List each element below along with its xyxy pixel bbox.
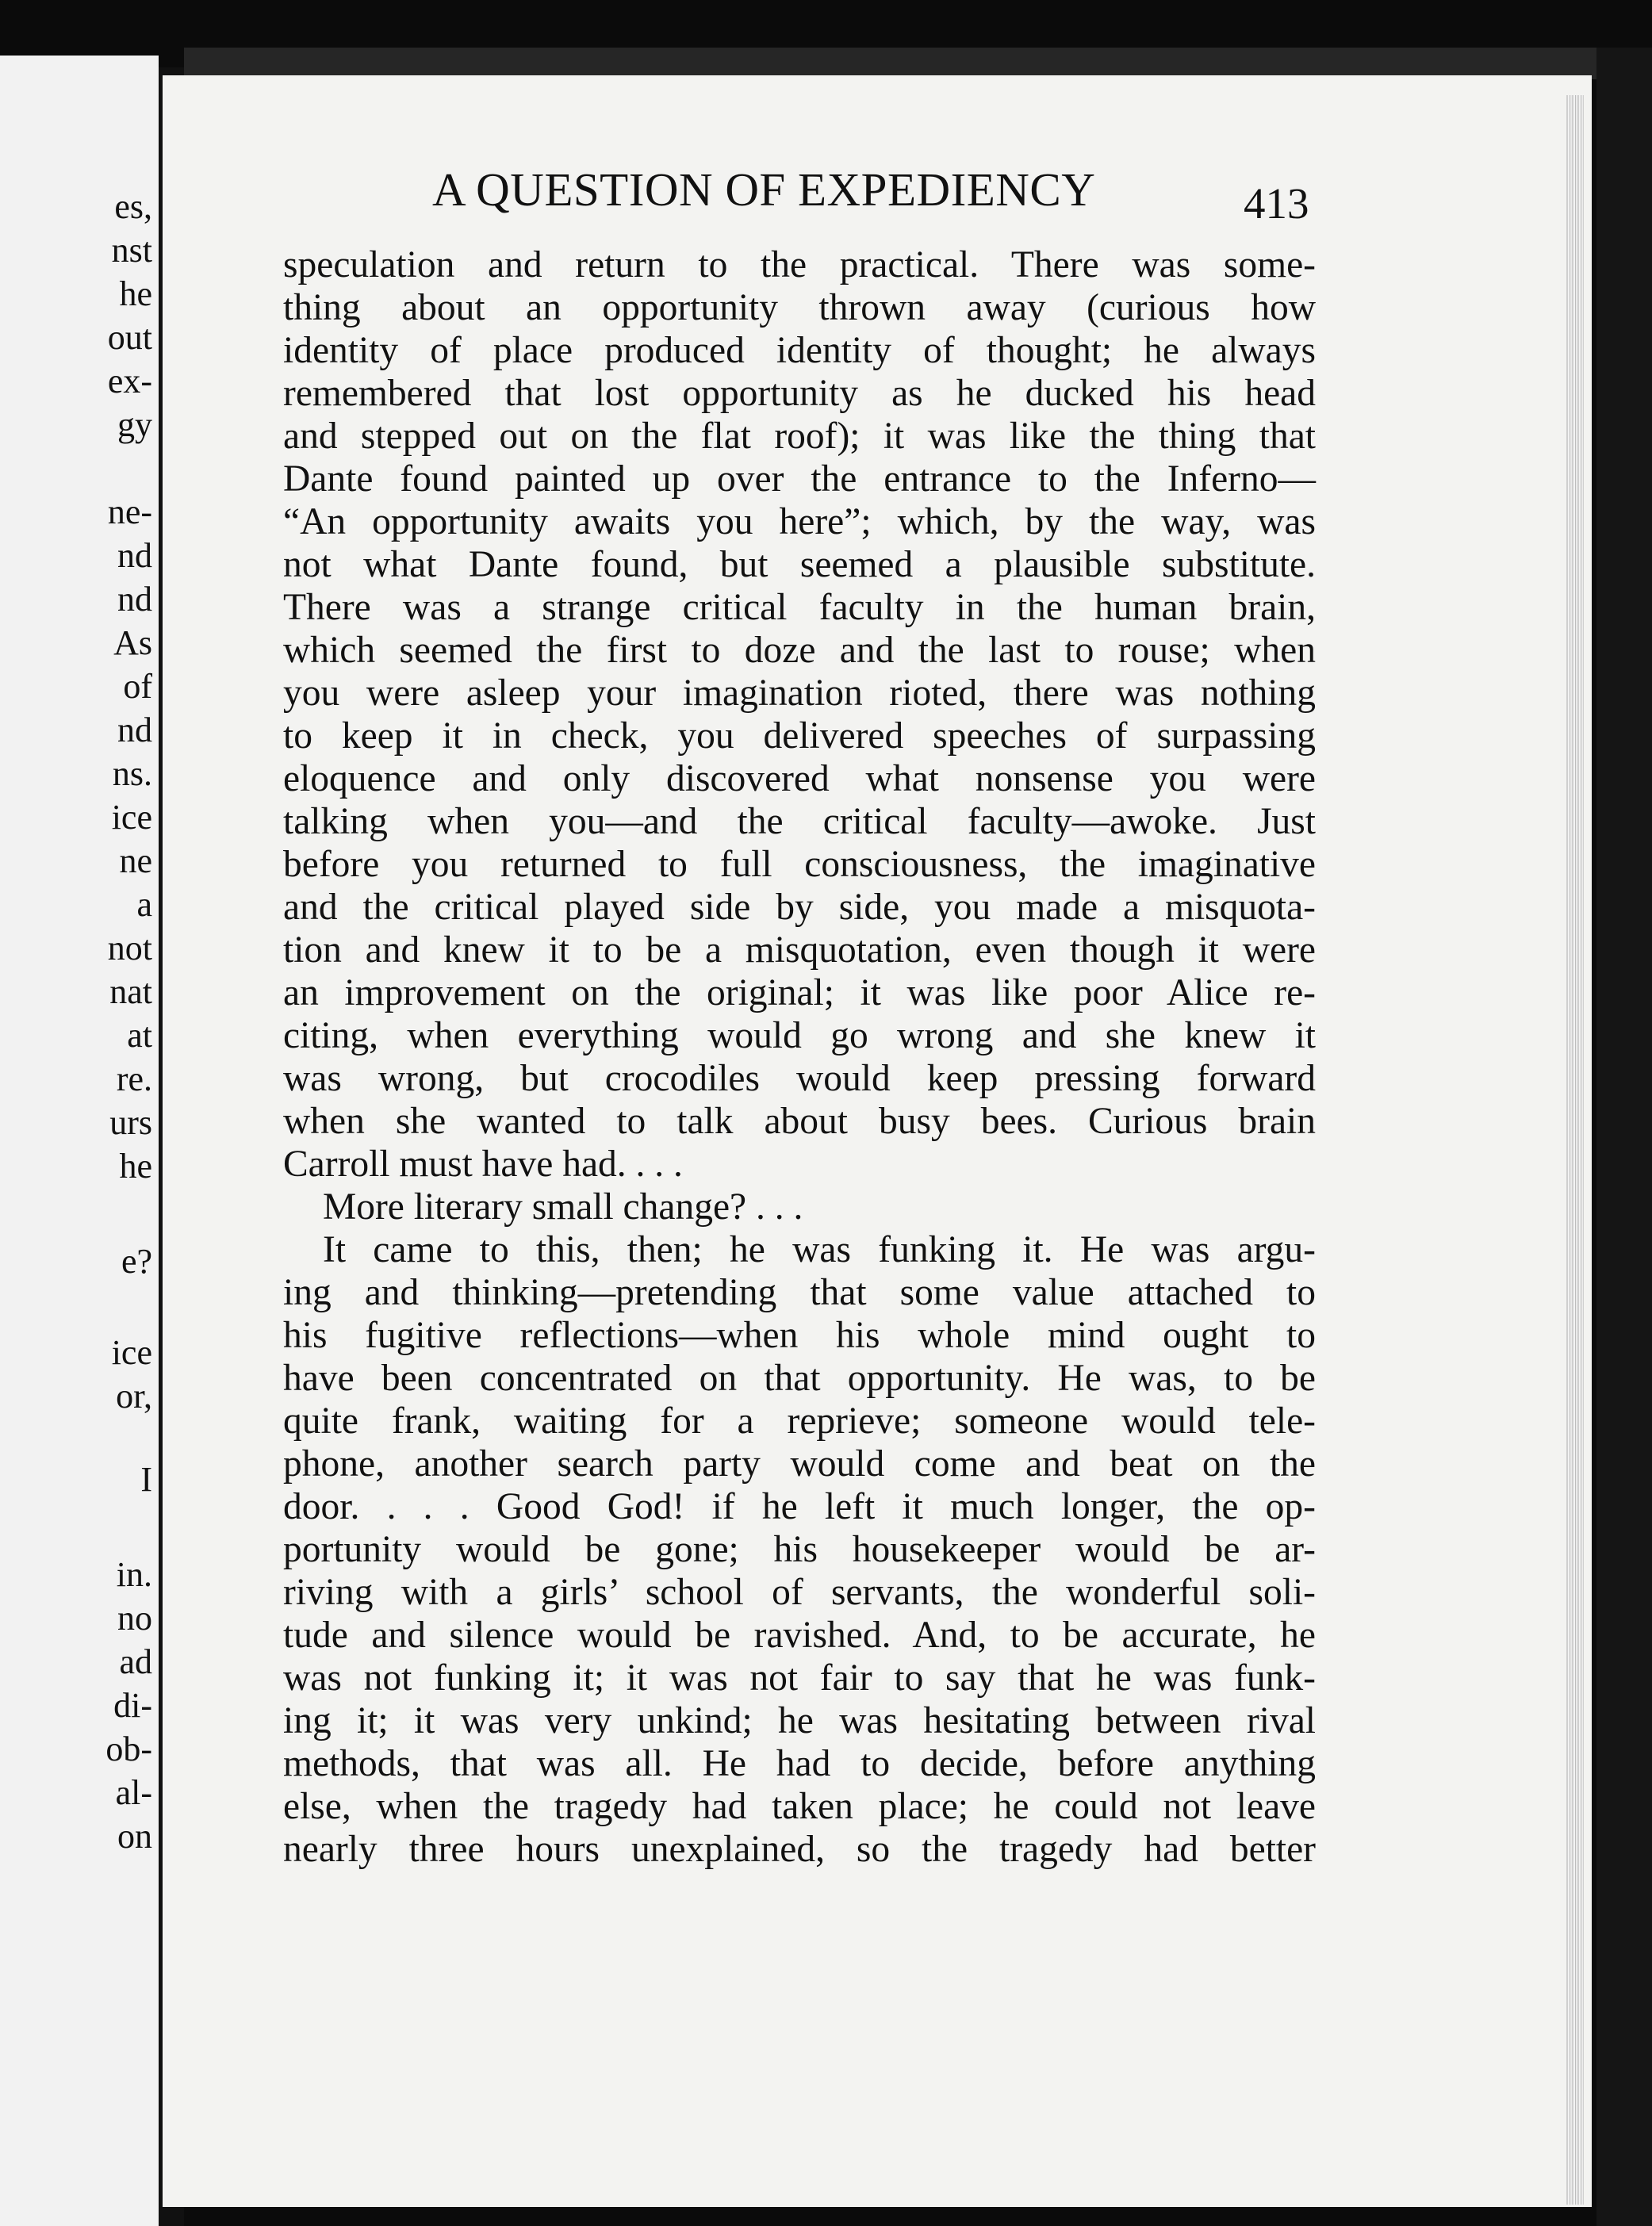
left-page-fragment: not	[107, 929, 152, 967]
text-line: citing, when everything would go wrong and she knew it	[283, 1015, 1316, 1056]
text-line: door. . . . Good God! if he left it much longer, the op-	[283, 1486, 1316, 1527]
text-line: was not funking it; it was not fair to say that he was funk-	[283, 1657, 1316, 1699]
text-line: More literary small change? . . .	[323, 1186, 803, 1228]
text-line: ing it; it was very unkind; he was hesitating between rival	[283, 1700, 1316, 1741]
left-page-fragment: nd	[117, 580, 152, 619]
book-cover-top-edge	[184, 48, 1627, 79]
text-line: which seemed the first to doze and the last to rouse; when	[283, 630, 1316, 671]
left-page-fragment: I	[140, 1460, 152, 1499]
left-page-fragment: es,	[114, 187, 152, 226]
left-page-fragment: ice	[111, 798, 152, 837]
left-page-fragment: re.	[116, 1059, 152, 1098]
text-line: Carroll must have had. . . .	[283, 1144, 683, 1185]
left-page-fragment: on	[117, 1817, 152, 1856]
left-page-fragment: di-	[113, 1686, 152, 1725]
text-line: nearly three hours unexplained, so the tragedy had better	[283, 1829, 1316, 1870]
text-line: eloquence and only discovered what nonsense you were	[283, 758, 1316, 799]
text-line: not what Dante found, but seemed a plausible substitute.	[283, 544, 1316, 585]
text-line: speculation and return to the practical. There was some-	[283, 244, 1316, 285]
page-number: 413	[1244, 179, 1309, 228]
left-page-fragment: gy	[117, 405, 152, 444]
text-line: his fugitive reflections—when his whole mind ought to	[283, 1315, 1316, 1356]
text-line: have been concentrated on that opportunity. He was, to be	[283, 1358, 1316, 1399]
left-page-fragment: nd	[117, 536, 152, 575]
left-page-fragment: e?	[121, 1242, 152, 1281]
text-line: else, when the tragedy had taken place; he could not leave	[283, 1786, 1316, 1827]
left-page-fragment: nd	[117, 711, 152, 749]
text-line: to keep it in check, you delivered speeches of surpassing	[283, 715, 1316, 757]
text-line: It came to this, then; he was funking it. He was argu-	[323, 1229, 1316, 1270]
text-line: tion and knew it to be a misquotation, even though it were	[283, 929, 1316, 971]
left-page-fragment: al-	[115, 1773, 152, 1812]
text-line: phone, another search party would come and beat on the	[283, 1443, 1316, 1485]
text-line: identity of place produced identity of thought; he always	[283, 330, 1316, 371]
running-head: A QUESTION OF EXPEDIENCY	[432, 163, 1096, 216]
text-line: ing and thinking—pretending that some value attached to	[283, 1272, 1316, 1313]
page-edges	[1566, 95, 1584, 2205]
left-page-fragment: a	[136, 885, 152, 924]
text-line: tude and silence would be ravished. And, to be accurate, he	[283, 1615, 1316, 1656]
text-line: methods, that was all. He had to decide, before anything	[283, 1743, 1316, 1784]
text-line: talking when you—and the critical faculty—awoke. Just	[283, 801, 1316, 842]
left-page-fragment: As	[113, 623, 152, 662]
left-page-fragment: out	[107, 318, 152, 357]
left-page-fragment: he	[119, 1147, 152, 1186]
left-page-fragment: ne-	[107, 492, 152, 531]
left-page-fragment: urs	[109, 1103, 152, 1142]
left-page-fragment: ns.	[112, 754, 152, 793]
text-line: “An opportunity awaits you here”; which, by the way, was	[283, 501, 1316, 542]
left-page-fragment: of	[123, 667, 152, 706]
text-line: remembered that lost opportunity as he ducked his head	[283, 373, 1316, 414]
left-page-fragment: at	[127, 1016, 152, 1055]
book-cover-right-edge	[1596, 48, 1652, 2226]
left-page-fragment: nat	[109, 972, 152, 1011]
text-line: and the critical played side by side, you made a misquota-	[283, 887, 1316, 928]
text-line: thing about an opportunity thrown away (curious how	[283, 287, 1316, 328]
text-line: quite frank, waiting for a reprieve; someone would tele-	[283, 1400, 1316, 1442]
text-line: before you returned to full consciousness, the imaginative	[283, 844, 1316, 885]
left-page-fragment: ad	[119, 1642, 152, 1681]
text-line: you were asleep your imagination rioted, there was nothing	[283, 672, 1316, 714]
left-page-fragment: ne	[119, 841, 152, 880]
text-line: and stepped out on the flat roof); it was like the thing that	[283, 416, 1316, 457]
left-page-fragment: ice	[111, 1333, 152, 1372]
left-page-fragment: in.	[116, 1555, 152, 1594]
text-line: riving with a girls’ school of servants, the wonderful soli-	[283, 1572, 1316, 1613]
left-page-fragment: ex-	[107, 362, 152, 400]
left-page-fragment: he	[119, 274, 152, 313]
text-line: There was a strange critical faculty in the human brain,	[283, 587, 1316, 628]
left-page-edge	[0, 56, 159, 2226]
left-page-fragment: no	[117, 1599, 152, 1638]
left-page-fragment: nst	[111, 231, 152, 270]
body-text	[283, 243, 1316, 1871]
text-line: was wrong, but crocodiles would keep pressing forward	[283, 1058, 1316, 1099]
text-line: when she wanted to talk about busy bees. Curious brain	[283, 1101, 1316, 1142]
left-page-fragment: or,	[116, 1377, 152, 1416]
text-line: Dante found painted up over the entrance to the Inferno—	[283, 458, 1316, 500]
text-line: portunity would be gone; his housekeeper would be ar-	[283, 1529, 1316, 1570]
left-page-fragment: ob-	[105, 1730, 152, 1768]
text-line: an improvement on the original; it was like poor Alice re-	[283, 972, 1316, 1013]
